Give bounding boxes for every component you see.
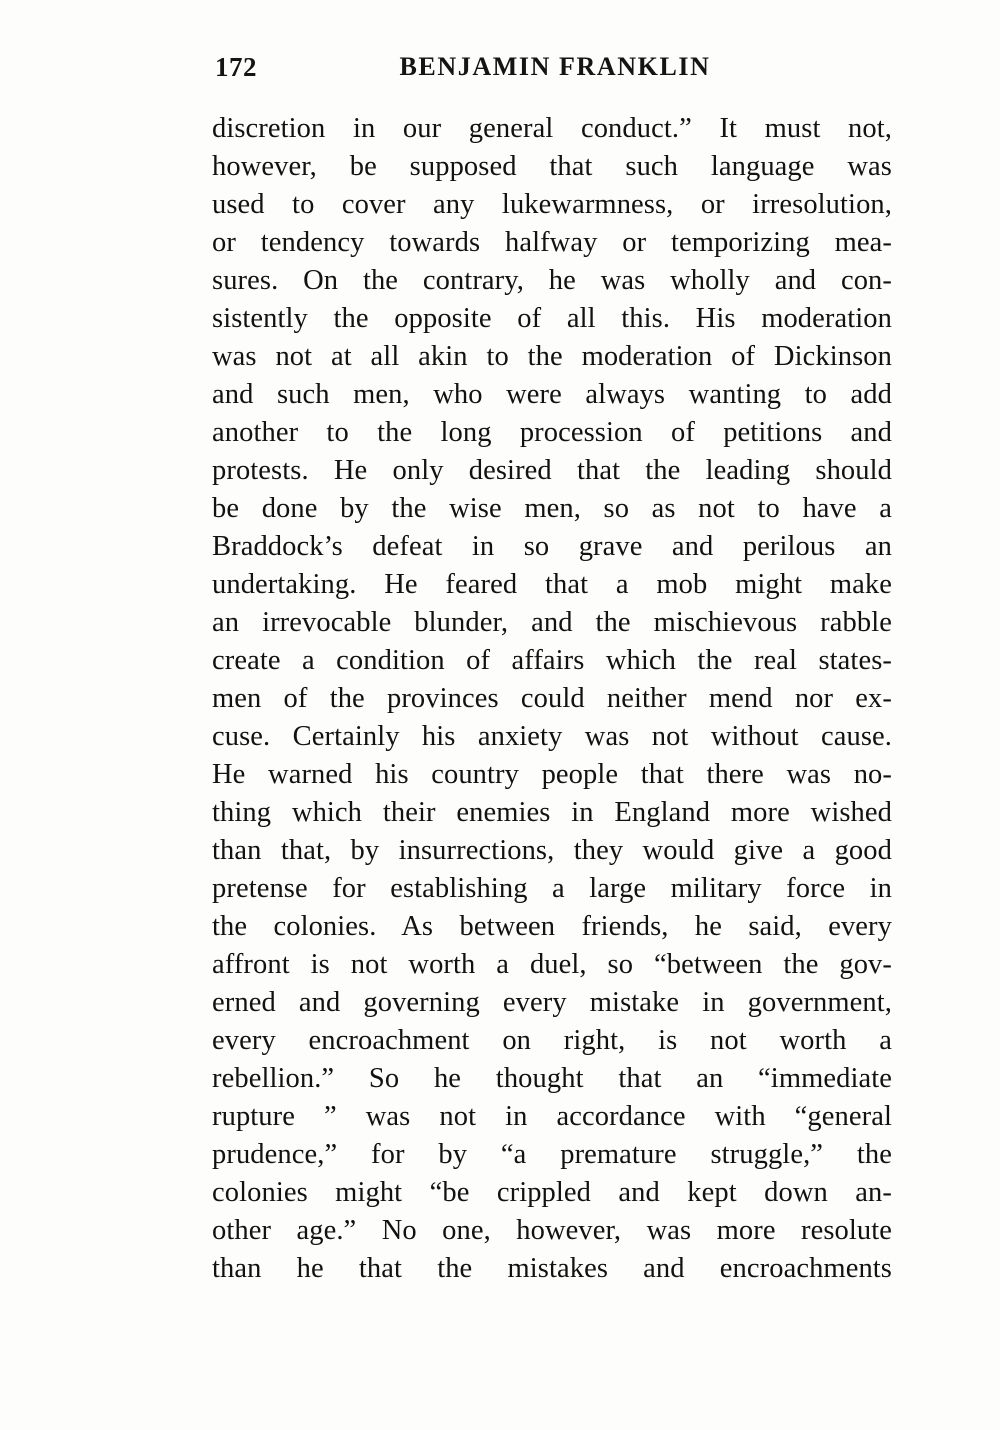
text-line: undertaking. He feared that a mob might make: [212, 569, 892, 600]
page-number: 172: [215, 52, 257, 82]
text-line: protests. He only desired that the leading should: [212, 455, 892, 486]
text-line: erned and governing every mistake in government,: [212, 987, 892, 1018]
text-line: used to cover any lukewarmness, or irresolution,: [212, 189, 892, 220]
text-line: or tendency towards halfway or temporizing mea-: [212, 227, 892, 258]
text-line: sistently the opposite of all this. His moderation: [212, 303, 892, 334]
text-line: however, be supposed that such language was: [212, 151, 892, 182]
text-line: was not at all akin to the moderation of Dickinson: [212, 341, 892, 372]
text-line: every encroachment on right, is not worth a: [212, 1025, 892, 1056]
running-head-title: BENJAMIN FRANKLIN: [399, 52, 711, 81]
text-line: other age.” No one, however, was more resolute: [212, 1215, 892, 1246]
text-line: the colonies. As between friends, he said, every: [212, 911, 892, 942]
body-text: [212, 110, 892, 1288]
text-line: be done by the wise men, so as not to have a: [212, 493, 892, 524]
text-line: rebellion.” So he thought that an “immediate: [212, 1063, 892, 1094]
text-line: affront is not worth a duel, so “between the gov-: [212, 949, 892, 980]
text-line: thing which their enemies in England more wished: [212, 797, 892, 828]
text-line: pretense for establishing a large military force in: [212, 873, 892, 904]
text-line: men of the provinces could neither mend nor ex-: [212, 683, 892, 714]
running-head: [215, 52, 895, 86]
text-line: than that, by insurrections, they would give a good: [212, 835, 892, 866]
text-line: prudence,” for by “a premature struggle,” the: [212, 1139, 892, 1170]
text-line: cuse. Certainly his anxiety was not without cause.: [212, 721, 892, 752]
text-line: another to the long procession of petitions and: [212, 417, 892, 448]
text-line: Braddock’s defeat in so grave and perilous an: [212, 531, 892, 562]
text-line: discretion in our general conduct.” It must not,: [212, 113, 892, 144]
text-line: colonies might “be crippled and kept down an-: [212, 1177, 892, 1208]
text-line: create a condition of affairs which the real states-: [212, 645, 892, 676]
text-line: an irrevocable blunder, and the mischievous rabble: [212, 607, 892, 638]
text-line: and such men, who were always wanting to add: [212, 379, 892, 410]
text-line: rupture ” was not in accordance with “general: [212, 1101, 892, 1132]
text-line: sures. On the contrary, he was wholly and con-: [212, 265, 892, 296]
text-line: He warned his country people that there was no-: [212, 759, 892, 790]
text-line: than he that the mistakes and encroachments: [212, 1253, 892, 1284]
